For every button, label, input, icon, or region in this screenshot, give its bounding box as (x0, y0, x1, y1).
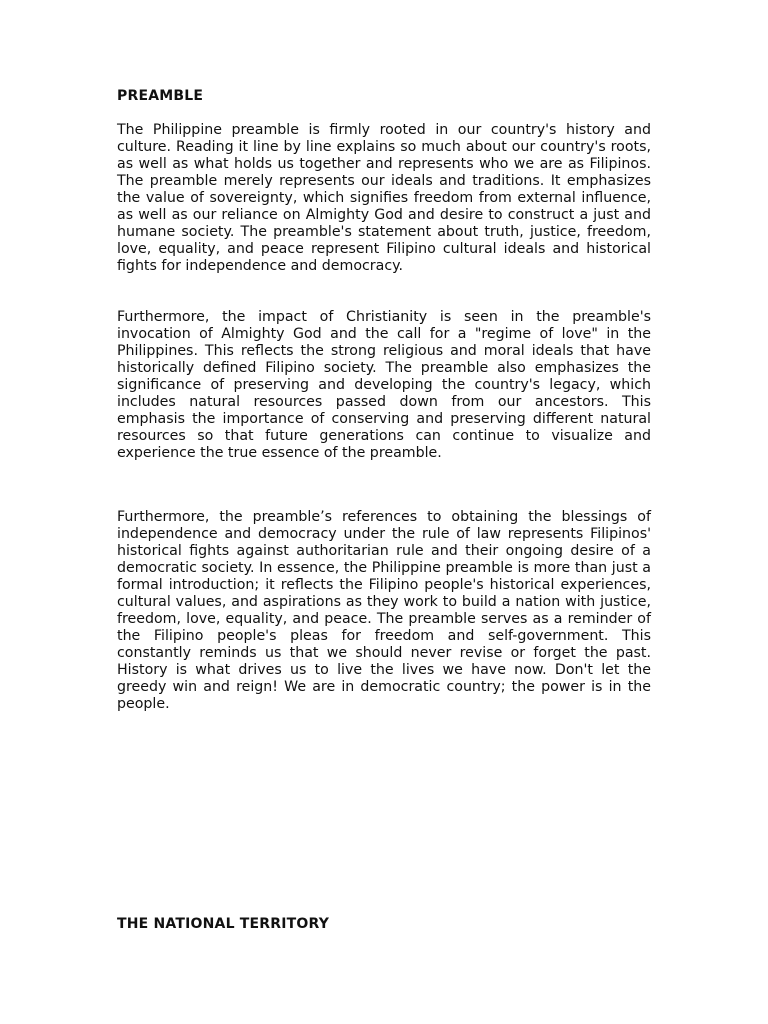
paragraph-1: The Philippine preamble is firmly rooted in our country's history and culture. Reading it line by line explains so much about our country's roots, as well as what holds us together and represents who we are as Filipinos. The preamble merely represents our ideals and traditions. It emphasizes the value of sovereignty, which signifies freedom from external influence, as well as our reliance on Almighty God and desire to construct a just and humane society. The preamble's statement about truth, justice, freedom, love, equality, and peace represent Filipino cultural ideals and historical fights for independence and democracy. (117, 122, 651, 274)
heading-preamble: PREAMBLE (117, 88, 204, 104)
heading-national-territory: THE NATIONAL TERRITORY (117, 916, 330, 932)
paragraph-2: Furthermore, the impact of Christianity is seen in the preamble's invocation of Almighty God and the call for a "regime of love" in the Philippines. This reflects the strong religious and moral ideals that have historically defined Filipino society. The preamble also emphasizes the significance of preserving and developing the country's legacy, which includes natural resources passed down from our ancestors. This emphasis the importance of conserving and preserving different natural resources so that future generations can continue to visualize and experience the true essence of the preamble. (117, 309, 651, 461)
paragraph-3: Furthermore, the preamble’s references to obtaining the blessings of independence and democracy under the rule of law represents Filipinos' historical fights against authoritarian rule and their ongoing desire of a democratic society. In essence, the Philippine preamble is more than just a formal introduction; it reflects the Filipino people's historical experiences, cultural values, and aspirations as they work to build a nation with justice, freedom, love, equality, and peace. The preamble serves as a reminder of the Filipino people's pleas for freedom and self-government. This constantly reminds us that we should never revise or forget the past. History is what drives us to live the lives we have now. Don't let the greedy win and reign! We are in democratic country; the power is in the people. (117, 509, 651, 712)
